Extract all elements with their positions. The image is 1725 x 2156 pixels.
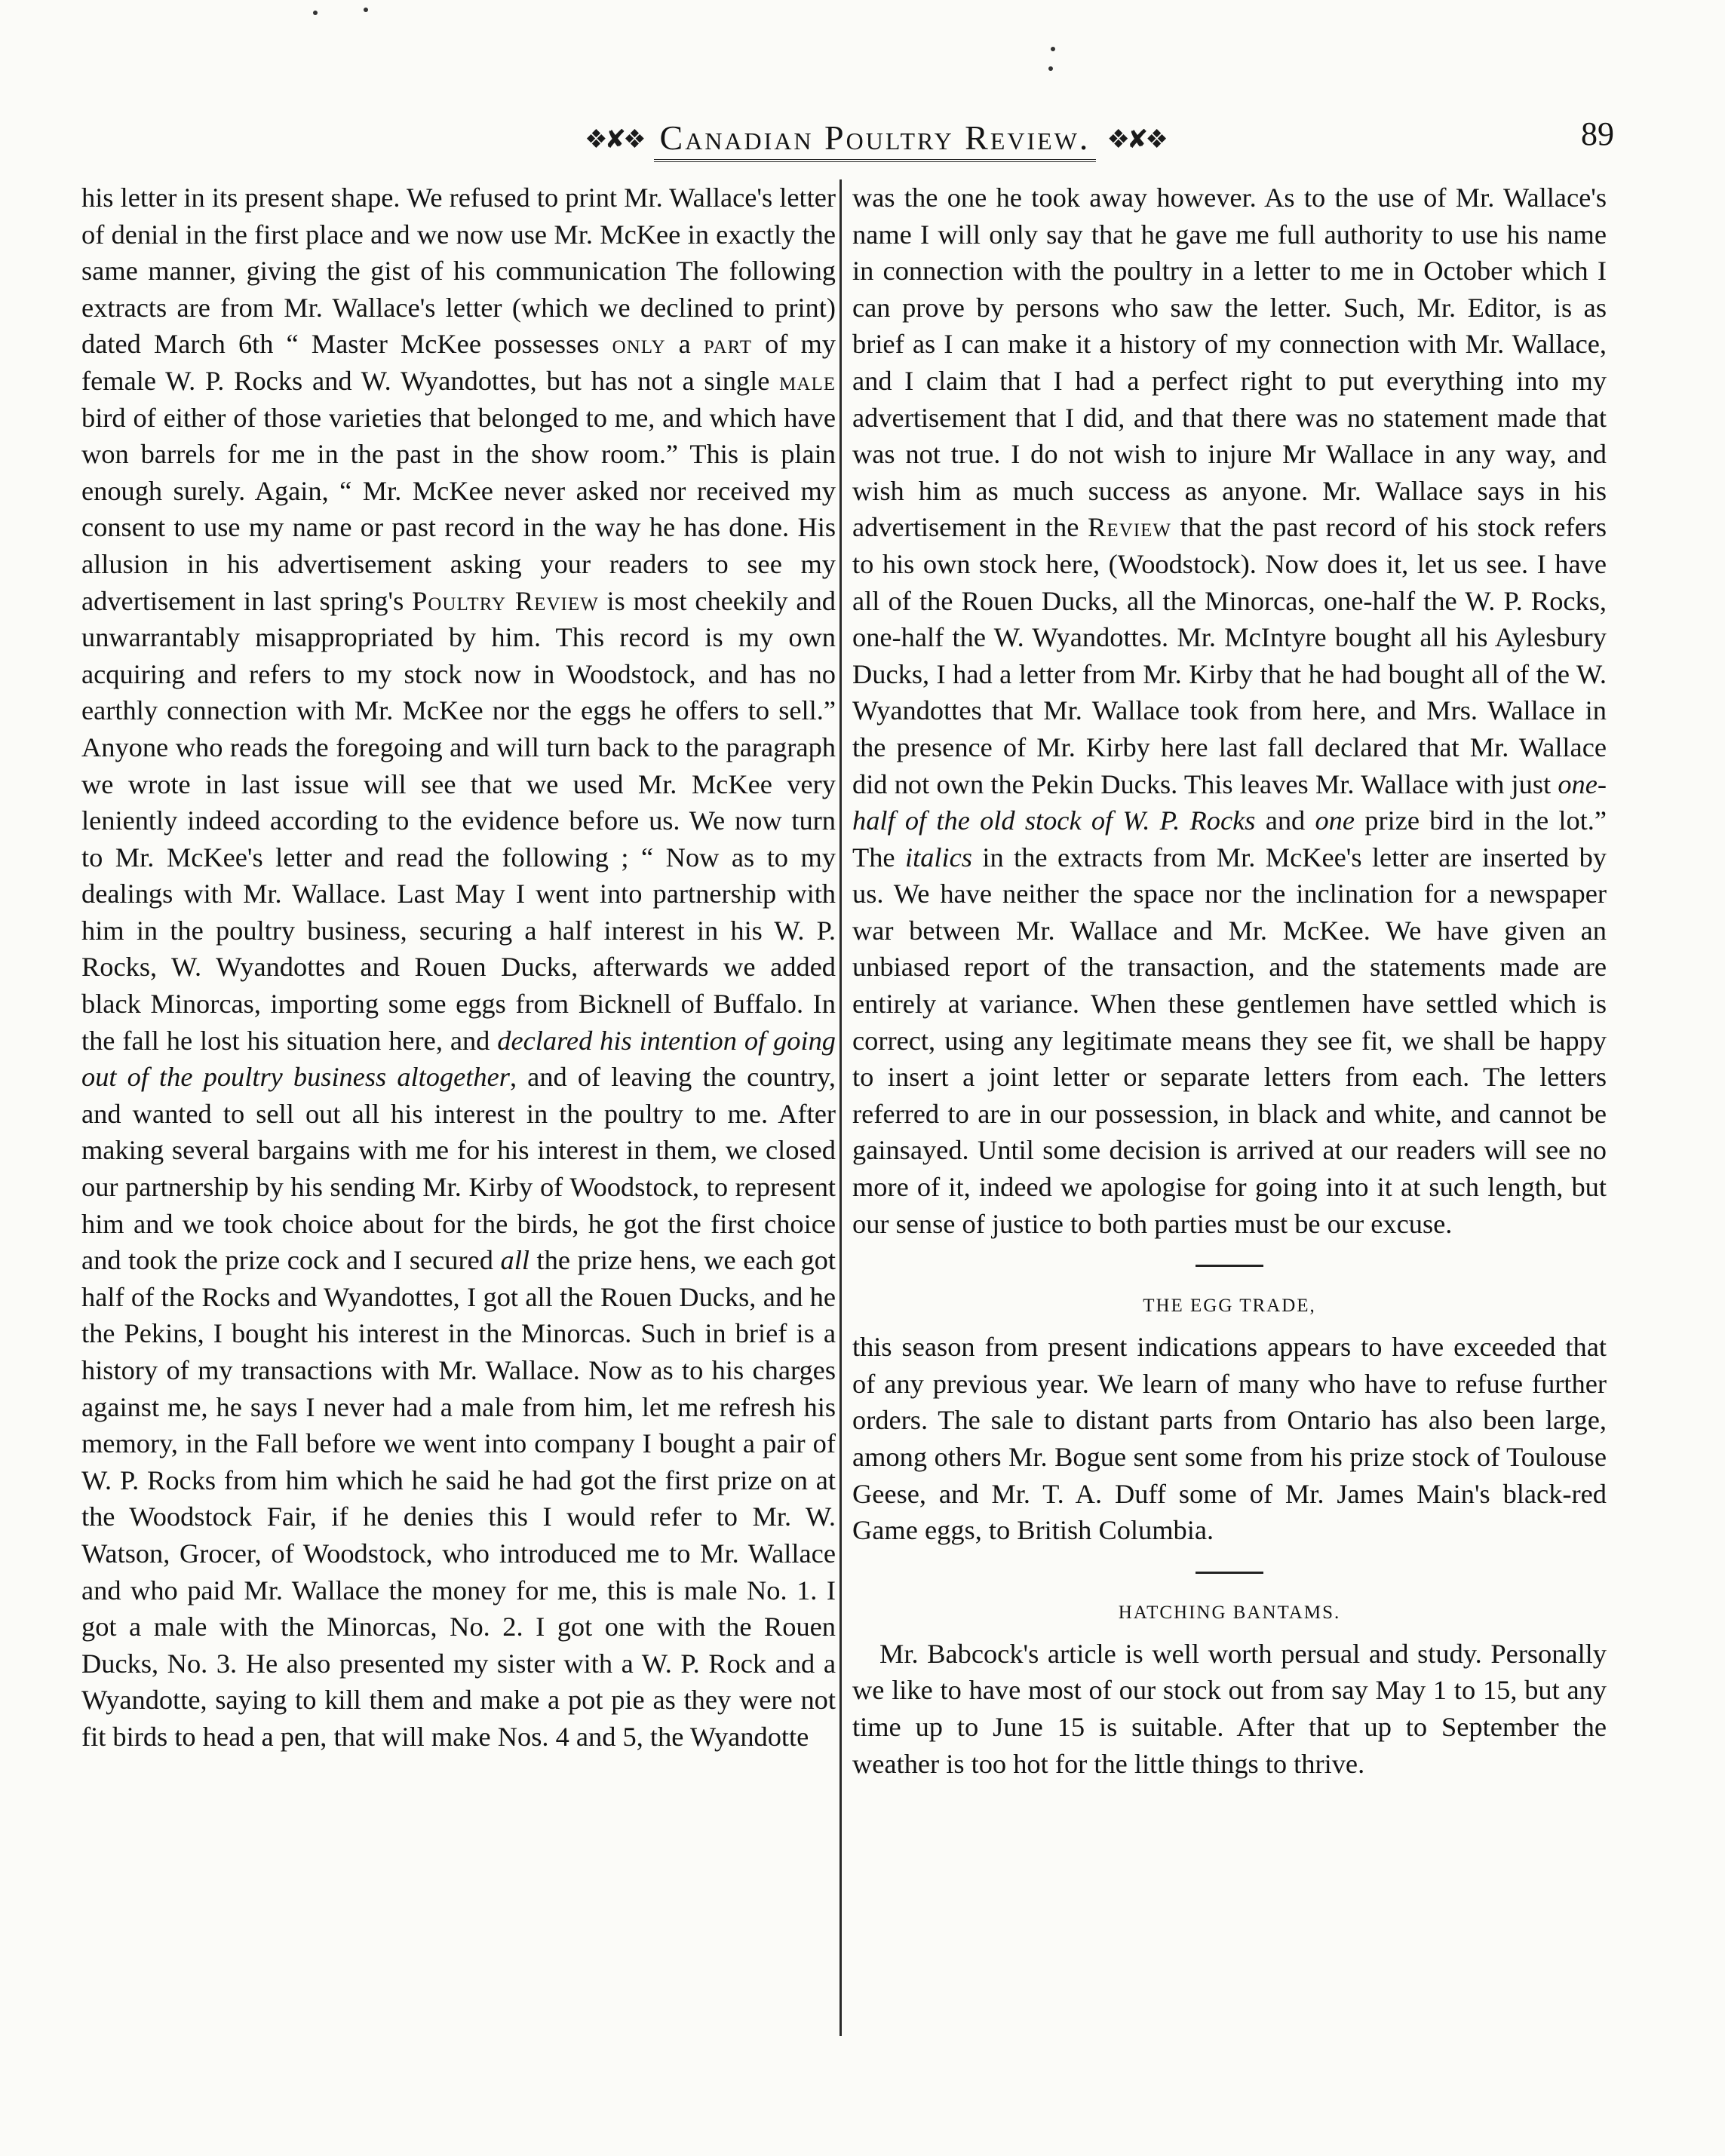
small-caps-run: male [779,365,836,396]
right-paragraph [852,179,1607,1242]
ornament-left-icon: ❖✘❖ [585,126,643,154]
text-run: of my female W. P. Rocks and W. Wyandottes, but has not a single [81,329,836,396]
print-speck [364,8,368,12]
italic-run: italics [905,842,972,873]
section-separator [1196,1572,1263,1574]
small-caps-run: only [612,329,666,360]
masthead-title: Canadian Poultry Review. [654,118,1097,162]
print-speck [1051,47,1055,51]
right-column [852,179,1607,1782]
left-column [81,179,836,1756]
text-run: prize bird in the lot.” The [852,805,1607,873]
text-run: his letter in its present shape. We refused to print Mr. Wallace's letter of denial in the first place and we now use Mr. McKee in exactly the same manner, giving the gist of his communication The following extracts are from Mr. Wallace's letter (which we declined to print) dated March 6th “ Master McKee possesses [81,182,836,360]
heading-hatching-bantams: HATCHING BANTAMS. [1118,1602,1341,1623]
print-speck [1048,66,1053,71]
column-divider [839,179,842,2036]
text-run: that the past record of his stock refers to his own stock here, (Woodstock). Now does it, let us see. I have all of the Rouen Ducks, all the Minorcas, one-half the W. P. Rocks, one-half the W. Wyandottes. Mr. McIntyre bought all his Aylesbury Ducks, I had a letter from Mr. Kirby that he had bought all of the W. Wyandottes that Mr. Wallace took from here, and Mrs. Wallace in the presence of Mr. Kirby here last fall declared that Mr. Wallace did not own the Pekin Ducks. This leaves Mr. Wallace with just [852,512,1607,799]
heading-egg-trade: THE EGG TRADE, [1143,1296,1316,1317]
page-number: 89 [1581,115,1614,152]
italic-run: one [1315,805,1355,836]
bantams-paragraph: Mr. Babcock's article is well worth persual and study. Personally we like to have most of our stock out from say May 1 to 15, but any time up to June 15 is suitable. After that up to September the weather is too hot for the little things to thrive. [852,1638,1607,1779]
italic-run: declared his intention of going out of the poultry business altogether [81,1025,836,1093]
text-run: the prize hens, we each got half of the Rocks and Wyandottes, I got all the Rouen Ducks, and he the Pekins, I bought his interest in the Minorcas. Such in brief is a history of my transactions with Mr. Wallace. Now as to his charges against me, he says I never had a male from him, let me refresh his memory, in the Fall before we went into company I bought a pair of W. P. Rocks from him which he said he had got the first prize on at the Woodstock Fair, if he denies this I would refer to Mr. W. Watson, Grocer, of Woodstock, who introduced me to Mr. Wallace and who paid Mr. Wallace the money for me, this is male No. 1. I got a male with the Minorcas, No. 2. I got one with the Rouen Ducks, No. 3. He also presented my sister with a W. P. Rock and a Wyandotte, saying to kill them and make a pot pie as they were not fit birds to head a pen, that will make Nos. 4 and 5, the Wyandotte [81,1245,836,1752]
italic-run: all [500,1245,529,1276]
text-run: is most cheekily and unwarrantably misappropriated by him. This record is my own acquiring and refers to my stock now in Woodstock, and has no earthly connection with Mr. McKee nor the eggs he offers to sell.” Anyone who reads the foregoing and will turn back to the paragraph we wrote in last issue will see that we used Mr. McKee very leniently indeed according to the evidence before us. We now turn to Mr. McKee's letter and read the following ; “ Now as to my dealings with Mr. Wallace. Last May I went into partnership with him in the poultry business, securing a half interest in his W. P. Rocks, W. Wyandottes and Rouen Ducks, afterwards we added black Minorcas, importing some eggs from Bicknell of Buffalo. In the fall he lost his situation here, and [81,585,836,1056]
left-paragraph [81,179,836,1756]
italic-run: one-half of the old stock of W. P. Rocks [852,768,1607,836]
masthead [573,106,1177,173]
ornament-right-icon: ❖✘❖ [1107,126,1165,154]
text-run: in the extracts from Mr. McKee's letter are inserted by us. We have neither the space nor the inclination for a newspaper war between Mr. Wallace and Mr. McKee. We have given an unbiased report of the transaction, and the statements made are entirely at variance. When these gentlemen have settled which is correct, using any legitimate means they see fit, we shall be happy to insert a joint letter or separate letters from each. The letters referred to are in our possession, in black and white, and cannot be gainsayed. Until some decision is arrived at our readers will see no more of it, indeed we apologise for going into it at such length, but our sense of justice to both parties must be our excuse. [852,842,1607,1239]
section-separator [1196,1265,1263,1267]
text-run: a [665,329,704,360]
small-caps-run: Review [1088,512,1171,543]
small-caps-run: part [703,329,753,360]
text-run: and [1255,805,1315,836]
egg-trade-paragraph: this season from present indications appears to have exceeded that of any previous year. We learn of many who have to refuse further orders. The sale to distant parts from Ontario has also been large, among others Mr. Bogue sent some from his prize stock of Toulouse Geese, and Mr. T. A. Duff some of Mr. James Main's black-red Game eggs, to British Columbia. [852,1332,1607,1546]
text-run: bird of either of those varieties that belonged to me, and which have won barrels for me in the past in the show room.” This is plain enough surely. Again, “ Mr. McKee never asked nor received my consent to use my name or past record in the way he has done. His allusion in his advertisement asking your readers to see my advertisement in last spring's [81,402,836,616]
text-run: was the one he took away however. As to the use of Mr. Wallace's name I will only say that he gave me full authority to use his name in connection with the poultry in a letter to me in October which I can prove by persons who saw the letter. Such, Mr. Editor, is as brief as I can make it a history of my connection with Mr. Wallace, and I claim that I had a perfect right to put everything into my advertisement that I did, and that there was no statement made that was not true. I do not wish to injure Mr Wallace in any way, and wish him as much success as anyone. Mr. Wallace says in his advertisement in the [852,182,1607,543]
text-run: , and of leaving the country, and wanted to sell out all his interest in the poultry to me. After making several bargains with me for his interest in them, we closed our partnership by his sending Mr. Kirby of Woodstock, to represent him and we took choice about for the birds, he got the first choice and took the prize cock and I secured [81,1062,836,1276]
print-speck [313,11,318,15]
small-caps-run: Poultry Review [412,585,599,616]
